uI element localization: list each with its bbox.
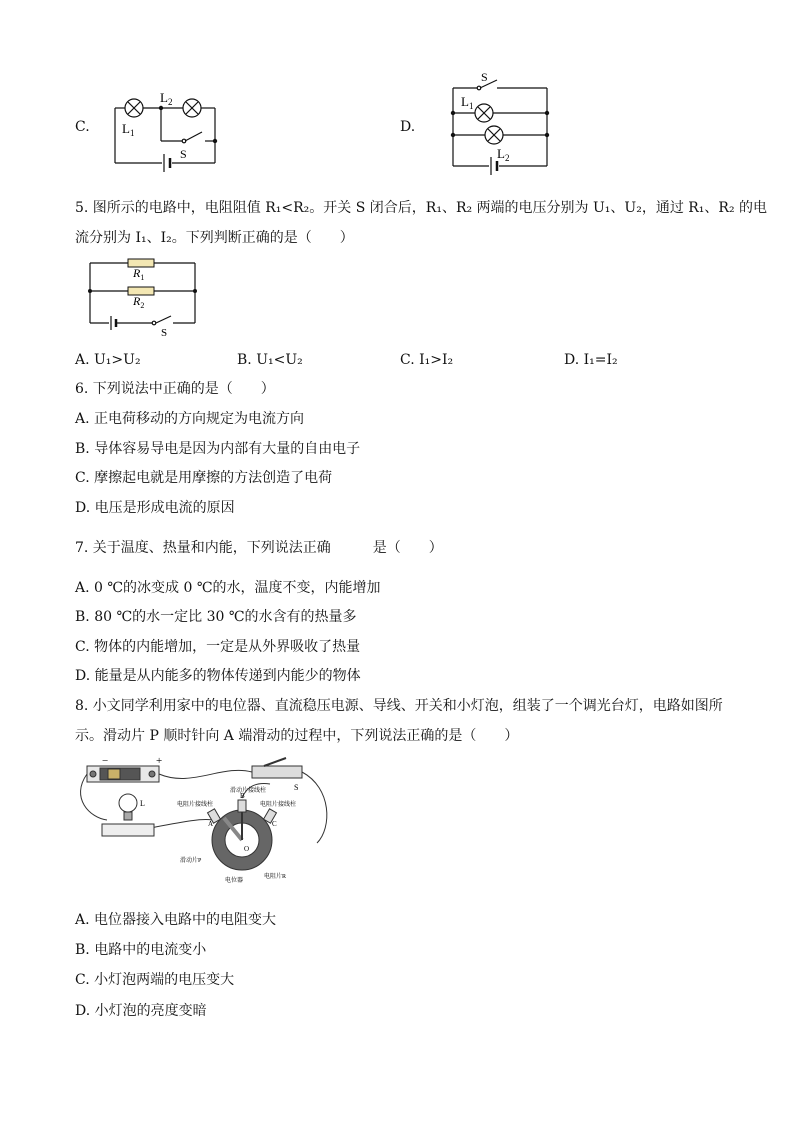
q8-stem-line1: 8. 小文同学利用家中的电位器、直流稳压电源、导线、开关和小灯泡，组装了一个调光台灯，电路如图所	[75, 698, 723, 714]
q8-resistor-label: 电阻片R	[264, 874, 287, 880]
q8-option-b[interactable]: B. 电路中的电流变小	[75, 942, 207, 958]
q6-option-c[interactable]: C. 摩擦起电就是用摩擦的方法创造了电荷	[75, 470, 333, 486]
q5-r2-label: $R_2$	[133, 294, 145, 310]
q5-option-d[interactable]: D. I₁=I₂	[564, 352, 618, 368]
q5-circuit	[85, 255, 205, 339]
q4c-l2-label: $L_2$	[160, 90, 173, 107]
q4d-switch-label: S	[481, 70, 488, 84]
q8-terminal-c-label: 电阻片接线柱	[260, 802, 297, 808]
q4d-l2-label: $L_2$	[497, 146, 510, 163]
q7-stem: 7. 关于温度、热量和内能，下列说法正确 是（ ）	[75, 540, 443, 556]
q4-option-d-label[interactable]: D.	[400, 119, 416, 135]
q5-option-c[interactable]: C. I₁>I₂	[400, 352, 454, 368]
q8-dimmer-figure	[82, 755, 332, 888]
q5-stem-line2: 流分别为 I₁、I₂。下列判断正确的是（ ）	[75, 230, 354, 246]
q4d-l1-label: $L_1$	[461, 94, 474, 111]
q4c-switch-label: S	[180, 147, 187, 161]
q6-stem: 6. 下列说法中正确的是（ ）	[75, 381, 275, 397]
q8-slider-label: 滑动片P	[180, 858, 202, 864]
q8-lamp-label: L	[140, 799, 145, 808]
q7-option-a[interactable]: A. 0 ℃的冰变成 0 ℃的水，温度不变，内能增加	[75, 580, 381, 596]
q4-option-c-label[interactable]: C.	[75, 119, 90, 135]
q4c-l1-label: $L_1$	[122, 121, 135, 138]
q8-option-d[interactable]: D. 小灯泡的亮度变暗	[75, 1003, 207, 1019]
q7-option-c[interactable]: C. 物体的内能增加，一定是从外界吸收了热量	[75, 639, 361, 655]
q5-option-b[interactable]: B. U₁<U₂	[237, 352, 303, 368]
q8-c-label: C	[272, 820, 277, 828]
q7-option-d[interactable]: D. 能量是从内能多的物体传递到内能少的物体	[75, 668, 361, 684]
q6-option-a[interactable]: A. 正电荷移动的方向规定为电流方向	[75, 411, 305, 427]
q5-switch-label: S	[161, 327, 168, 339]
q8-option-c[interactable]: C. 小灯泡两端的电压变大	[75, 972, 235, 988]
q8-minus-sign: −	[102, 755, 109, 767]
q8-terminal-b-label: 滑动片接线柱	[230, 788, 267, 794]
q8-b-label: B	[240, 792, 245, 800]
q4-circuit-d	[447, 68, 557, 183]
q8-terminal-a-label: 电阻片接线柱	[177, 802, 214, 808]
q7-option-b[interactable]: B. 80 ℃的水一定比 30 ℃的水含有的热量多	[75, 609, 357, 625]
q8-option-a[interactable]: A. 电位器接入电路中的电阻变大	[75, 912, 277, 928]
q6-option-d[interactable]: D. 电压是形成电流的原因	[75, 500, 235, 516]
q8-plus-sign: +	[156, 755, 163, 767]
q6-option-b[interactable]: B. 导体容易导电是因为内部有大量的自由电子	[75, 441, 361, 457]
q5-option-a[interactable]: A. U₁>U₂	[75, 352, 141, 368]
q8-a-label: A	[208, 820, 214, 828]
q8-switch-label: S	[294, 783, 299, 792]
q8-o-label: O	[244, 845, 250, 853]
q5-r1-label: $R_1$	[133, 266, 145, 282]
q8-stem-line2: 示。滑动片 P 顺时针向 A 端滑动的过程中，下列说法正确的是（ ）	[75, 728, 519, 744]
q8-pot-label: 电位器	[225, 878, 244, 884]
q5-stem-line1: 5. 图所示的电路中，电阻阻值 R₁<R₂。开关 S 闭合后，R₁、R₂ 两端的电压分别为 U₁、U₂，通过 R₁、R₂ 的电	[75, 200, 768, 216]
q4-circuit-c	[110, 88, 230, 178]
